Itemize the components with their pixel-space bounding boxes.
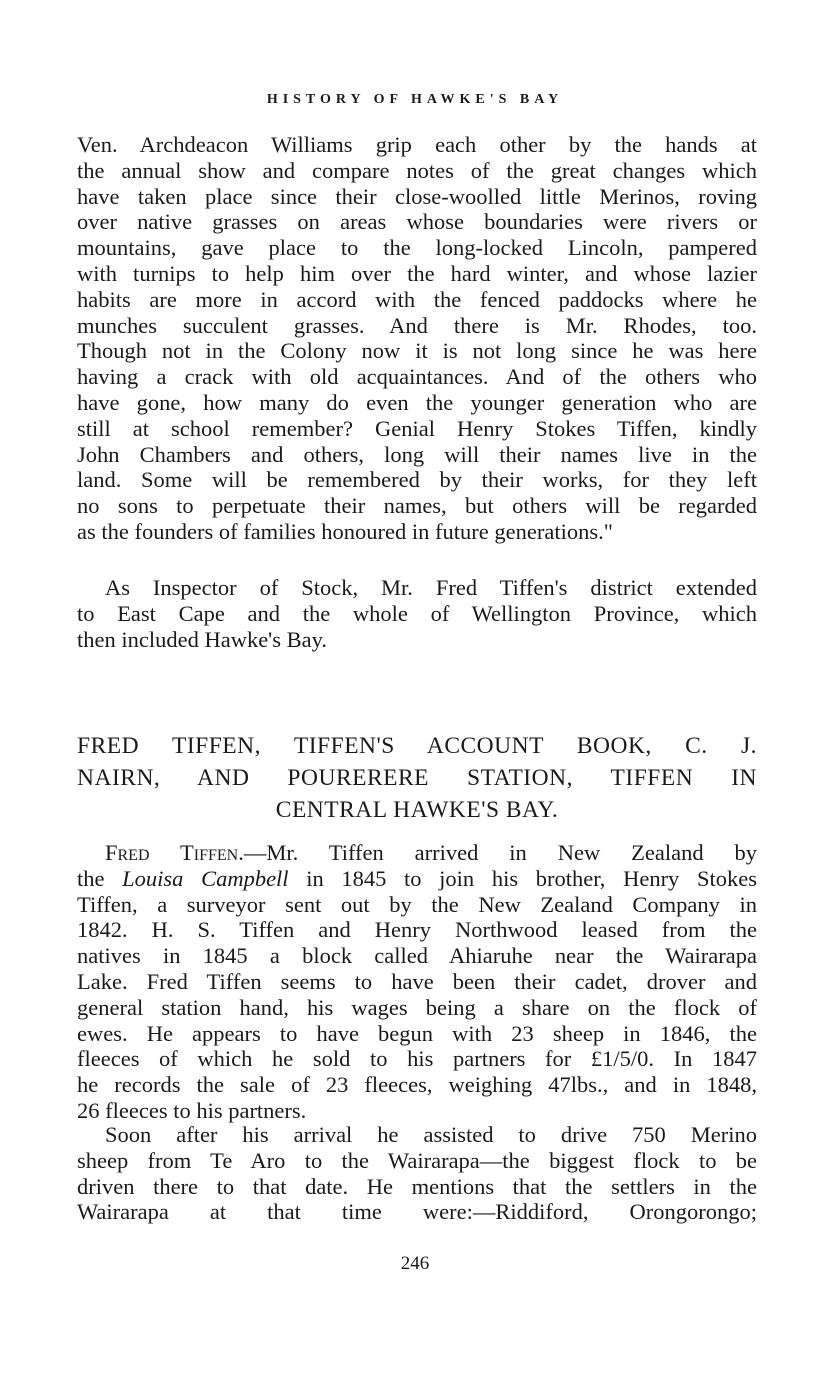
paragraph-continued	[77, 132, 757, 545]
paragraph-merino-drive	[77, 1122, 757, 1225]
heading-line: FRED TIFFEN, TIFFEN'S ACCOUNT BOOK, C. J.	[77, 733, 757, 759]
text-line: 26 fleeces to his partners.	[77, 1097, 307, 1123]
running-head: HISTORY OF HAWKE'S BAY	[266, 92, 564, 107]
text-line	[77, 840, 757, 866]
heading-line: CENTRAL HAWKE'S BAY.	[275, 797, 559, 823]
text-run: —Mr. Tiffen arrived in New Zealand by	[243, 840, 757, 865]
text-run: the	[77, 865, 123, 891]
text-line: have taken place since their close-woolled little Merinos, roving	[77, 183, 757, 209]
text-line: then included Hawke's Bay.	[77, 626, 328, 652]
text-line: mountains, gave place to the long-locked Lincoln, pampered	[77, 235, 757, 261]
text-line: Tiffen, a surveyor sent out by the New Zealand Company in	[77, 891, 757, 917]
text-line: Lake. Fred Tiffen seems to have been their cadet, drover and	[77, 968, 757, 994]
lead-in: Fred Tiffen.	[105, 840, 244, 865]
text-line: Soon after his arrival he assisted to drive 750 Merino	[105, 1122, 757, 1147]
text-line: no sons to perpetuate their names, but others will be regarded	[77, 493, 757, 519]
text-line: natives in 1845 a block called Ahiaruhe near the Wairarapa	[77, 943, 757, 969]
text-line: John Chambers and others, long will their names live in the	[77, 441, 757, 467]
text-run: in 1845 to join his brother, Henry Stokes	[288, 865, 757, 891]
paragraph-fred-tiffen	[77, 840, 757, 1124]
text-line: driven there to that date. He mentions that the settlers in the	[77, 1173, 757, 1199]
text-line: as the founders of families honoured in future generations."	[77, 518, 613, 544]
text-line: habits are more in accord with the fenced paddocks where he	[77, 286, 757, 312]
text-line: over native grasses on areas whose boundaries were rivers or	[77, 209, 757, 235]
text-line: the annual show and compare notes of the great changes which	[77, 157, 757, 183]
text-line: ewes. He appears to have begun with 23 sheep in 1846, the	[77, 1020, 757, 1046]
text-line: munches succulent grasses. And there is Mr. Rhodes, too.	[77, 312, 757, 338]
text-line: Though not in the Colony now it is not long since he was here	[77, 338, 757, 364]
text-line: As Inspector of Stock, Mr. Fred Tiffen's district extended	[105, 575, 757, 600]
text-line: have gone, how many do even the younger generation who are	[77, 389, 757, 415]
paragraph-inspector	[77, 575, 757, 652]
text-line: general station hand, his wages being a share on the flock of	[77, 994, 757, 1020]
text-line	[77, 866, 757, 892]
text-line: Ven. Archdeacon Williams grip each other by the hands at	[77, 132, 757, 157]
text-line: 1842. H. S. Tiffen and Henry Northwood leased from the	[77, 917, 757, 943]
heading-line: NAIRN, AND POURERERE STATION, TIFFEN IN	[77, 765, 757, 791]
ship-name: Louisa Campbell	[122, 865, 289, 891]
text-line: fleeces of which he sold to his partners for £1/5/0. In 1847	[77, 1046, 757, 1072]
section-heading	[77, 730, 757, 826]
page-number: 246	[400, 1253, 430, 1274]
text-line: sheep from Te Aro to the Wairarapa—the biggest flock to be	[77, 1147, 757, 1173]
text-line: with turnips to help him over the hard winter, and whose lazier	[77, 260, 757, 286]
text-line: to East Cape and the whole of Wellington Province, which	[77, 600, 757, 626]
text-line: still at school remember? Genial Henry Stokes Tiffen, kindly	[77, 415, 757, 441]
text-line: having a crack with old acquaintances. And of the others who	[77, 364, 757, 390]
text-line: he records the sale of 23 fleeces, weighing 47lbs., and in 1848,	[77, 1072, 757, 1098]
text-line: Wairarapa at that time were:—Riddiford, Orongorongo;	[77, 1199, 757, 1225]
text-line: land. Some will be remembered by their works, for they left	[77, 467, 757, 493]
